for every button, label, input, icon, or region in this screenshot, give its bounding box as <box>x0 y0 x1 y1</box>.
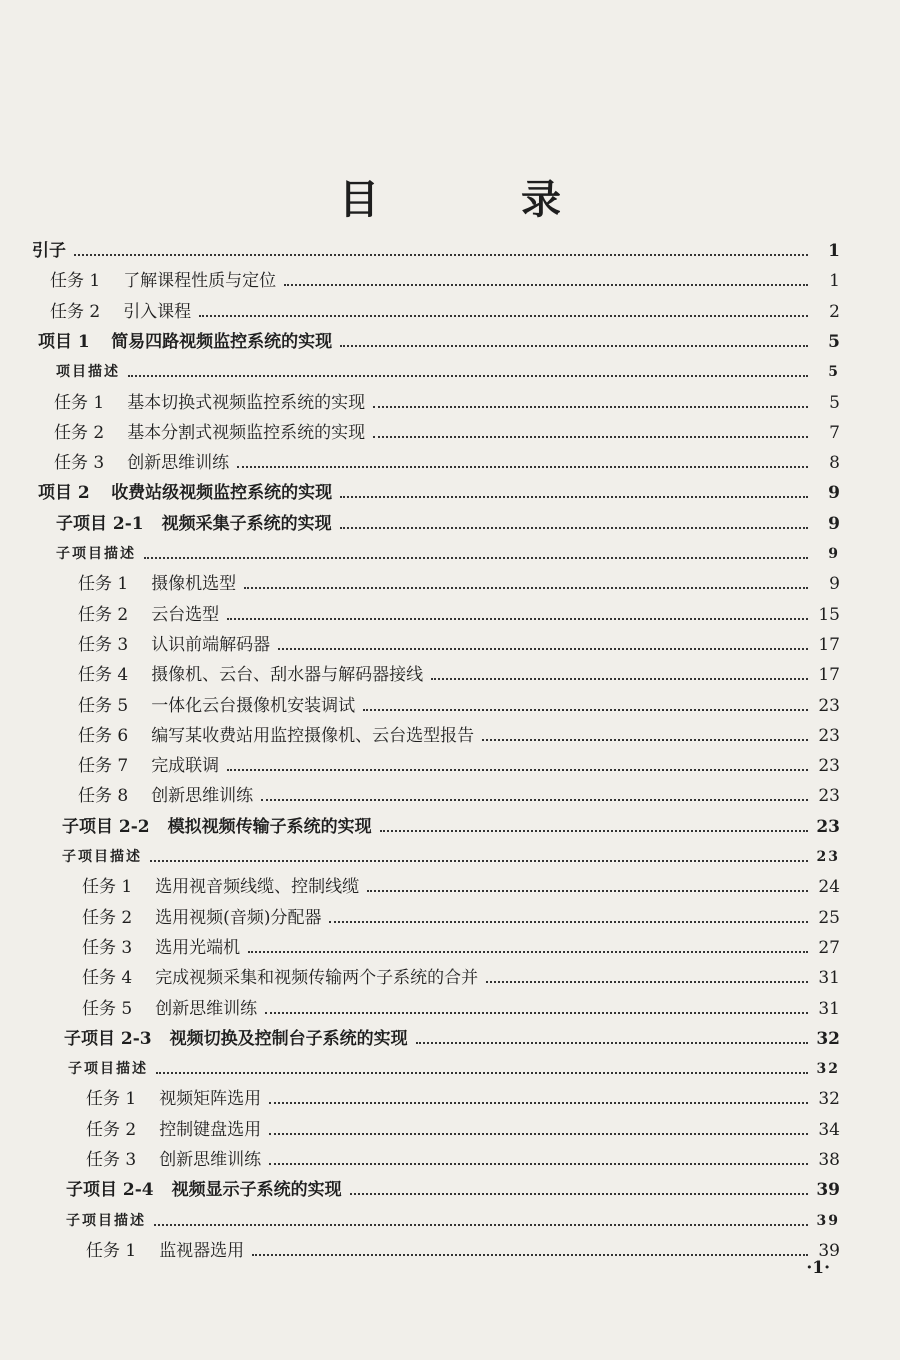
toc-entry <box>0 868 840 898</box>
toc-entry-number: 任务 1 <box>78 574 129 595</box>
dot-leader <box>367 890 808 892</box>
toc-entry <box>0 1202 840 1232</box>
toc-entry <box>0 777 840 807</box>
toc-entry-page: 1 <box>828 241 840 261</box>
toc-entry-label <box>82 907 321 929</box>
toc-entry-number: 任务 4 <box>82 968 133 989</box>
toc-entry <box>0 899 840 929</box>
toc-entry-label <box>56 361 120 383</box>
toc-entry-text: 子项目描述 <box>68 1061 148 1078</box>
toc-entry-label <box>38 331 332 353</box>
toc-entry-number: 任务 4 <box>78 665 129 686</box>
toc-entry <box>0 838 840 868</box>
toc-entry-text: 创新思维训练 <box>151 786 254 807</box>
toc-entry-text: 基本切换式视频监控系统的实现 <box>127 392 366 413</box>
toc-entry-page: 23 <box>818 695 840 716</box>
toc-entry-label <box>64 1028 408 1050</box>
toc-entry <box>0 353 840 383</box>
toc-entry <box>0 535 840 565</box>
dot-leader <box>340 345 808 347</box>
toc-entry-number: 任务 5 <box>82 998 133 1019</box>
toc-entry-number: 任务 8 <box>78 786 129 807</box>
toc-entry <box>0 1050 840 1080</box>
toc-entry <box>0 687 840 717</box>
toc-entry-label <box>50 301 191 323</box>
dot-leader <box>227 618 808 620</box>
toc-entry-text: 选用光端机 <box>155 937 241 958</box>
toc-entry-label <box>38 482 332 504</box>
toc-entry-label <box>50 270 276 292</box>
toc-entry-page: 17 <box>818 665 840 686</box>
toc-entry-number: 任务 1 <box>82 877 133 898</box>
toc-entry-page: 39 <box>816 1180 840 1201</box>
toc-entry-label <box>78 604 219 626</box>
toc-entry-number: 子项目 2-3 <box>64 1028 152 1049</box>
toc-entry <box>0 990 840 1020</box>
toc-entry <box>0 474 840 504</box>
toc-entry-text: 项目描述 <box>56 364 120 381</box>
toc-entry-text: 选用视频(音频)分配器 <box>155 907 322 928</box>
toc-entry <box>0 565 840 595</box>
toc-entry-label <box>66 1210 146 1232</box>
toc-entry <box>0 505 840 535</box>
toc-entry-label <box>86 1149 261 1171</box>
toc-entry-text: 视频切换及控制台子系统的实现 <box>169 1028 408 1049</box>
toc-entry-number: 任务 2 <box>78 604 129 625</box>
toc-entry-label <box>68 1058 148 1080</box>
toc-entry <box>0 1232 840 1262</box>
toc-entry-number: 子项目 2-1 <box>56 513 144 534</box>
toc-entry <box>0 1020 840 1050</box>
toc-entry-page: 23 <box>818 786 840 807</box>
toc-entry-page: 24 <box>818 877 840 898</box>
toc-entry-text: 完成联调 <box>151 756 220 777</box>
dot-leader <box>156 1072 808 1074</box>
dot-leader <box>248 951 808 953</box>
toc-entry-page: 9 <box>829 574 840 595</box>
toc-entry-number: 任务 5 <box>78 695 129 716</box>
dot-leader <box>431 678 808 680</box>
toc-entry <box>0 262 840 292</box>
toc-entry-page: 25 <box>818 907 840 928</box>
toc-entry-text: 完成视频采集和视频传输两个子系统的合并 <box>155 968 479 989</box>
toc-entry-page: 31 <box>818 998 840 1019</box>
toc-entry-number: 任务 6 <box>78 725 129 746</box>
toc-entry <box>0 384 840 414</box>
toc-entry-label <box>78 695 355 717</box>
page-number: ·1· <box>806 1258 830 1278</box>
toc-entry-text: 摄像机、云台、刮水器与解码器接线 <box>151 665 424 686</box>
toc-entry-page: 39 <box>818 1240 840 1261</box>
toc-entry-number: 任务 2 <box>82 907 133 928</box>
toc-entry <box>0 959 840 989</box>
toc-entry-text: 视频矩阵选用 <box>159 1089 262 1110</box>
dot-leader <box>269 1133 808 1135</box>
dot-leader <box>227 769 808 771</box>
toc-entry-text: 创新思维训练 <box>155 998 258 1019</box>
toc-entry-label <box>86 1240 244 1262</box>
toc-entry-text: 子项目描述 <box>62 849 142 865</box>
toc-entry-page: 2 <box>829 301 840 322</box>
toc-entry-page: 5 <box>828 364 840 381</box>
toc-entry-number: 任务 3 <box>82 937 133 958</box>
toc-entry-label <box>78 755 219 777</box>
dot-leader <box>373 436 808 438</box>
toc-entry-number: 任务 1 <box>50 271 101 292</box>
toc-entry-page: 23 <box>818 725 840 746</box>
dot-leader <box>244 587 808 589</box>
toc-entry-number: 任务 1 <box>86 1089 137 1110</box>
dot-leader <box>144 557 808 559</box>
toc-entry-page: 23 <box>816 849 840 865</box>
toc-entry <box>0 232 840 262</box>
toc-entry-page: 39 <box>816 1212 840 1229</box>
dot-leader <box>373 406 808 408</box>
toc-entry-page: 9 <box>828 546 840 562</box>
toc-entry-text: 创新思维训练 <box>159 1150 262 1170</box>
toc-entry-label <box>62 846 142 868</box>
toc-entry-page: 5 <box>828 331 840 352</box>
toc-entry-number: 任务 3 <box>54 453 105 474</box>
dot-leader <box>363 709 808 711</box>
toc-entry-text: 控制键盘选用 <box>159 1119 262 1140</box>
page-title: 目 录 <box>339 177 625 223</box>
toc-entry <box>0 929 840 959</box>
toc-entry-number: 任务 7 <box>78 756 129 777</box>
toc-entry-label <box>62 816 372 838</box>
toc-entry-number: 任务 2 <box>54 422 105 443</box>
toc-entry-number: 任务 1 <box>86 1240 137 1261</box>
toc-entry-page: 34 <box>818 1119 840 1140</box>
toc-entry-text: 了解课程性质与定位 <box>123 271 277 292</box>
toc-entry-number: 任务 3 <box>86 1150 137 1170</box>
toc-entry-label <box>56 513 332 535</box>
toc-entry-number: 任务 2 <box>50 301 101 322</box>
toc-entry-text: 引子 <box>32 241 66 261</box>
toc-entry-label <box>54 392 365 414</box>
dot-leader <box>150 860 808 862</box>
dot-leader <box>154 1224 808 1226</box>
dot-leader <box>265 1012 808 1014</box>
toc-entry <box>0 444 840 474</box>
toc-entry-label <box>82 998 257 1020</box>
dot-leader <box>482 739 808 741</box>
toc-entry-number: 任务 2 <box>86 1119 137 1140</box>
toc-entry-text: 摄像机选型 <box>151 574 237 595</box>
toc-entry <box>0 747 840 777</box>
toc-entry-number: 任务 3 <box>78 634 129 655</box>
toc-entry-page: 27 <box>818 937 840 958</box>
toc-entry-number: 子项目 2-4 <box>66 1180 154 1201</box>
toc-entry-page: 32 <box>816 1061 840 1078</box>
toc-entry-page: 32 <box>816 1028 840 1049</box>
toc-entry-label <box>54 452 229 474</box>
dot-leader <box>128 375 808 377</box>
toc-entry-text: 模拟视频传输子系统的实现 <box>167 816 372 837</box>
dot-leader <box>486 981 808 983</box>
toc-entry-page: 31 <box>818 968 840 989</box>
dot-leader <box>237 466 808 468</box>
toc-entry-page: 17 <box>818 634 840 655</box>
dot-leader <box>278 648 808 650</box>
toc-entry <box>0 414 840 444</box>
toc-entry-label <box>78 664 423 686</box>
toc-entry-number: 子项目 2-2 <box>62 816 150 837</box>
dot-leader <box>416 1042 808 1044</box>
toc-entry-text: 引入课程 <box>123 301 192 322</box>
toc-entry-page: 9 <box>828 483 840 504</box>
dot-leader <box>74 254 808 256</box>
toc-entry-page: 38 <box>818 1150 840 1170</box>
dot-leader <box>261 799 808 801</box>
toc-entry-label <box>66 1179 342 1201</box>
toc-entry-label <box>82 937 240 959</box>
toc-entry-number: 项目 1 <box>38 331 90 352</box>
toc-entry-text: 监视器选用 <box>159 1240 245 1261</box>
toc-entry-label <box>82 967 478 989</box>
toc-entry-page: 23 <box>818 756 840 777</box>
toc-entry-page: 15 <box>818 604 840 625</box>
toc-entry <box>0 1080 840 1110</box>
toc-entry-text: 视频采集子系统的实现 <box>161 513 332 534</box>
dot-leader <box>252 1254 808 1256</box>
dot-leader <box>380 830 808 832</box>
toc-entry <box>0 323 840 353</box>
dot-leader <box>269 1102 808 1104</box>
toc-entry-text: 创新思维训练 <box>127 453 230 474</box>
toc-entry <box>0 1141 840 1171</box>
toc-entry-text: 云台选型 <box>151 604 220 625</box>
toc-entry-label <box>56 543 136 565</box>
toc-entry-page: 7 <box>829 422 840 443</box>
toc-entry-label <box>86 1088 261 1110</box>
dot-leader <box>269 1163 808 1165</box>
toc-entry-number: 任务 1 <box>54 392 105 413</box>
dot-leader <box>199 315 808 317</box>
toc-entry <box>0 808 840 838</box>
toc-entry-label <box>78 634 270 656</box>
toc-entry <box>0 717 840 747</box>
toc-entry-page: 23 <box>816 816 840 837</box>
toc-entry-text: 视频显示子系统的实现 <box>171 1180 342 1201</box>
toc-entry-label <box>78 573 236 595</box>
toc-entry <box>0 1111 840 1141</box>
toc-entry <box>0 626 840 656</box>
toc-entry-text: 子项目描述 <box>56 546 136 562</box>
toc-entry-page: 8 <box>829 453 840 474</box>
toc-entry-text: 认识前端解码器 <box>151 634 271 655</box>
toc-entry-label <box>54 422 365 444</box>
toc-entry-text: 选用视音频线缆、控制线缆 <box>155 877 360 898</box>
toc-entry-text: 子项目描述 <box>66 1212 146 1229</box>
toc-entry-label <box>82 876 359 898</box>
toc-entry-text: 一体化云台摄像机安装调试 <box>151 695 356 716</box>
dot-leader <box>340 496 808 498</box>
toc-entry <box>0 1171 840 1201</box>
dot-leader <box>329 921 808 923</box>
toc-entry-number: 项目 2 <box>38 483 90 504</box>
toc-entry <box>0 596 840 626</box>
dot-leader <box>284 284 808 286</box>
toc-entry-label <box>78 725 474 747</box>
toc-entry-page: 1 <box>829 271 840 292</box>
toc-entry <box>0 293 840 323</box>
toc-entry-page: 5 <box>829 392 840 413</box>
toc-entry <box>0 656 840 686</box>
dot-leader <box>340 527 808 529</box>
toc-entry-page: 32 <box>818 1089 840 1110</box>
toc-entry-page: 9 <box>828 513 840 534</box>
toc-entry-text: 简易四路视频监控系统的实现 <box>111 331 333 352</box>
toc-entry-label <box>32 240 66 262</box>
toc-entry-label <box>78 785 253 807</box>
dot-leader <box>350 1193 808 1195</box>
toc-entry-label <box>86 1119 261 1141</box>
toc-entry-text: 编写某收费站用监控摄像机、云台选型报告 <box>151 725 475 746</box>
toc-entry-text: 收费站级视频监控系统的实现 <box>111 483 333 504</box>
toc-entry-text: 基本分割式视频监控系统的实现 <box>127 422 366 443</box>
